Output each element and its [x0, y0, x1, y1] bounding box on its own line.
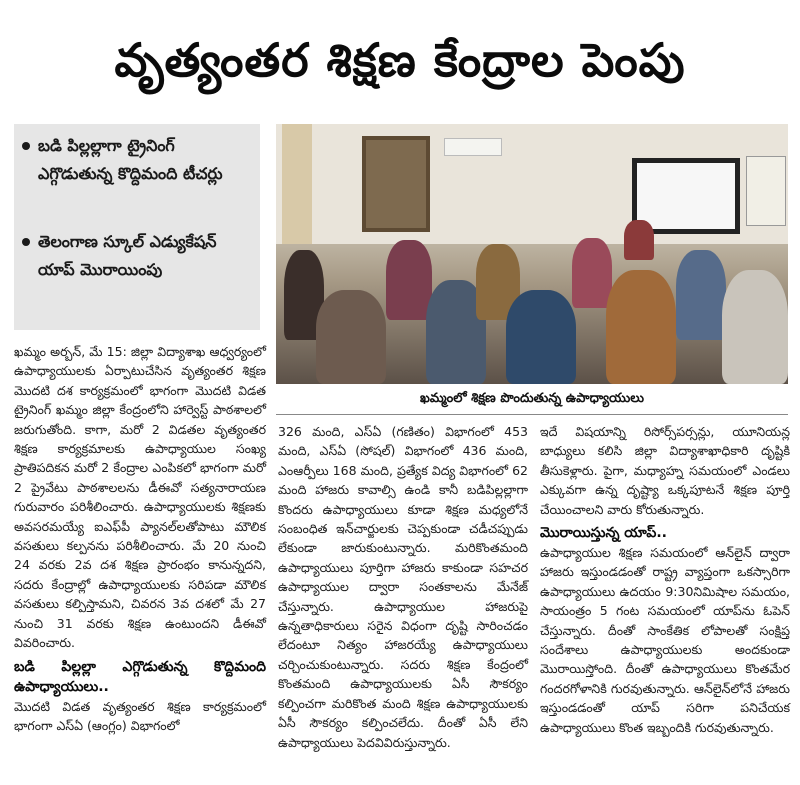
- article-column-2: [278, 422, 528, 752]
- photo-person: [676, 250, 726, 340]
- body-paragraph: ఉపాధ్యాయుల శిక్షణ సమయంలో ఆన్‌లైన్ ద్వారా హాజరు ఇస్తుండడంతో రాష్ట్ర వ్యాప్తంగా ఒకస్సారిగా ఉపాధ్యాయులు ఉదయం 9:30నిమిషాల సమయం, సాయంత్రం 5 గంట సమయంలో యాప్‌ను ఓపెన్ చేస్తున్నారు. దీంతో సాంకేతిక లోపాలతో సంక్షిప్త సందేశాలు ఉపాధ్యాయులకు అందకుండా మొరాయిస్తోంది. దీంతో ఉపాధ్యాయులు కొంతమేర గందరగోళానికి గురవుతున్నారు. ఆన్‌లైన్‌లోనే హాజరు ఇస్తుండడంతో యాప్ సరిగా పనిచేయక ఉపాధ్యాయులు కొంత ఇబ్బందికి గురవుతున్నారు.: [540, 545, 790, 735]
- body-paragraph: ఖమ్మం అర్బన్, మే 15: జిల్లా విద్యాశాఖ ఆధ్వర్యంలో ఉపాధ్యాయులకు ఏర్పాటుచేసిన వృత్యంతర శిక్షణ మొదటి దశ కార్యక్రమంలో భాగంగా మొదటి విడత ట్రైనింగ్ ఖమ్మం జిల్లా కేంద్రంలోని హార్వెస్ట్ పాఠశాలలో జరుగుతోంది. కాగా, మరో 2 విడతల వృత్యంతర శిక్షణ కార్యక్రమాలకు ఉపాధ్యాయుల సంఖ్య ప్రాతిపదికన మరో 2 కేంద్రాల ఎంపికలో భాగంగా మరో 2 ప్రైవేటు పాఠశాలలను డీఈవో సత్యనారాయణ గురువారం పరిశీలించారు. ఉపాధ్యాయులకు శిక్షణకు అవసరమయ్యే ఐఎఫ్‌పీ ప్యానల్‌లతోపాటు మౌలిక వసతులు కల్పనను పరిశీలించారు. మే 20 నుంచి 24 వరకు 2వ దశ శిక్షణ ప్రారంభం కానున్నదని, సదరు కేంద్రాల్లో ఉపాధ్యాయులకు సరిపడా మౌలిక వసతులు కల్పిస్తామని, చివరన 3వ దశలో మే 27 నుంచి 31 వరకు శిక్షణ ఉంటుందని డీఈవో వివరించారు.: [14, 344, 266, 651]
- photo-person: [572, 238, 612, 308]
- highlight-item: [22, 228, 254, 324]
- classroom-photo: [276, 124, 788, 384]
- highlight-item: [22, 132, 254, 222]
- photo-person: [386, 240, 432, 320]
- photo-window: [362, 136, 430, 232]
- photo-person: [506, 290, 576, 384]
- bullet-icon: [22, 142, 30, 150]
- subheading: బడి పిల్లల్లా ఎగ్గొడుతున్న కొద్దిమంది ఉపాధ్యాయులు..: [14, 658, 266, 695]
- photo-person-trainer: [624, 220, 654, 260]
- photo-person: [722, 270, 788, 384]
- photo-teachers-group: [276, 220, 788, 384]
- highlight-text: బడి పిల్లల్లాగా ట్రైనింగ్ ఎగ్గొడుతున్న కొద్దిమంది టీచర్లు: [38, 136, 223, 183]
- photo-air-conditioner: [444, 138, 502, 156]
- caption-divider: [276, 414, 788, 415]
- highlight-text: తెలంగాణ స్కూల్ ఎడ్యుకేషన్ యాప్ మొరాయింపు: [38, 232, 217, 279]
- photo-wall-chart: [746, 156, 786, 226]
- body-paragraph: మొదటి విడత వృత్యంతర శిక్షణ కార్యక్రమంలో భాగంగా ఎస్ఏ (ఆంగ్లం) విభాగంలో: [14, 698, 266, 733]
- photo-person: [606, 270, 676, 384]
- highlights-box: [14, 124, 260, 330]
- subheading: మొరాయిస్తున్న యాప్..: [540, 525, 667, 542]
- photo-person: [316, 290, 386, 384]
- bullet-icon: [22, 238, 30, 246]
- article-column-1: [14, 342, 266, 735]
- body-paragraph: 326 మంది, ఎస్ఏ (గణితం) విభాగంలో 453 మంది, ఎస్ఏ (సోషల్) విభాగంలో 436 మంది, ఎంఆర్పీలు 168 మంది, ప్రత్యేక విద్య విభాగంలో 62 మంది హాజరు కావాల్సి ఉండి కానీ బడిపిల్లల్లాగా కొందరు ఉపాధ్యాయులు కూడా శిక్షణ మధ్యలోనే సంబంధిత ఇన్‌చార్జులకు చెప్పకుండా చడీచప్పుడు లేకుండా జారుకుంటున్నారు. మరికొంతమంది ఉపాధ్యాయులు పూర్తిగా హాజరు కాకుండా సహచర ఉపాధ్యాయుల ద్వారా సంతకాలను మేనేజ్ చేస్తున్నారు. ఉపాధ్యాయుల హాజరుపై ఉన్నతాధికారులు సరైన విధంగా దృష్టి సారించడం లేదంటూ నిత్యం హాజరయ్యే ఉపాధ్యాయులు చర్చించుకుంటున్నారు. సదరు శిక్షణ కేంద్రంలో కొంతమంది ఉపాధ్యాయులకు ఏసీ సౌకర్యం కల్పించగా మరికొంత మంది శిక్షణ ఉపాధ్యాయులకు ఏసీ సౌకర్యం కల్పించలేదు. దీంతో ఏసీ లేని ఉపాధ్యాయులు పెదవివిరుస్తున్నారు.: [278, 424, 528, 750]
- photo-caption: ఖమ్మంలో శిక్షణ పొందుతున్న ఉపాధ్యాయులు: [420, 391, 644, 406]
- body-paragraph: ఇదే విషయాన్ని రిసోర్స్‌పర్సన్లు, యూనియన్ల బాధ్యులు కలిసి జిల్లా విద్యాశాఖాధికారి దృష్టికి తీసుకెళ్లారు. పైగా, మధ్యాహ్న సమయంలో ఎండలు ఎక్కువగా ఉన్న దృష్ట్యా ఒక్కపూటనే శిక్షణ పూర్తి చేయించాలని వారు కోరుతున్నారు.: [540, 424, 790, 517]
- headline: వృత్యంతర శిక్షణ కేంద్రాల పెంపు: [114, 33, 686, 87]
- article-column-3: [540, 422, 790, 737]
